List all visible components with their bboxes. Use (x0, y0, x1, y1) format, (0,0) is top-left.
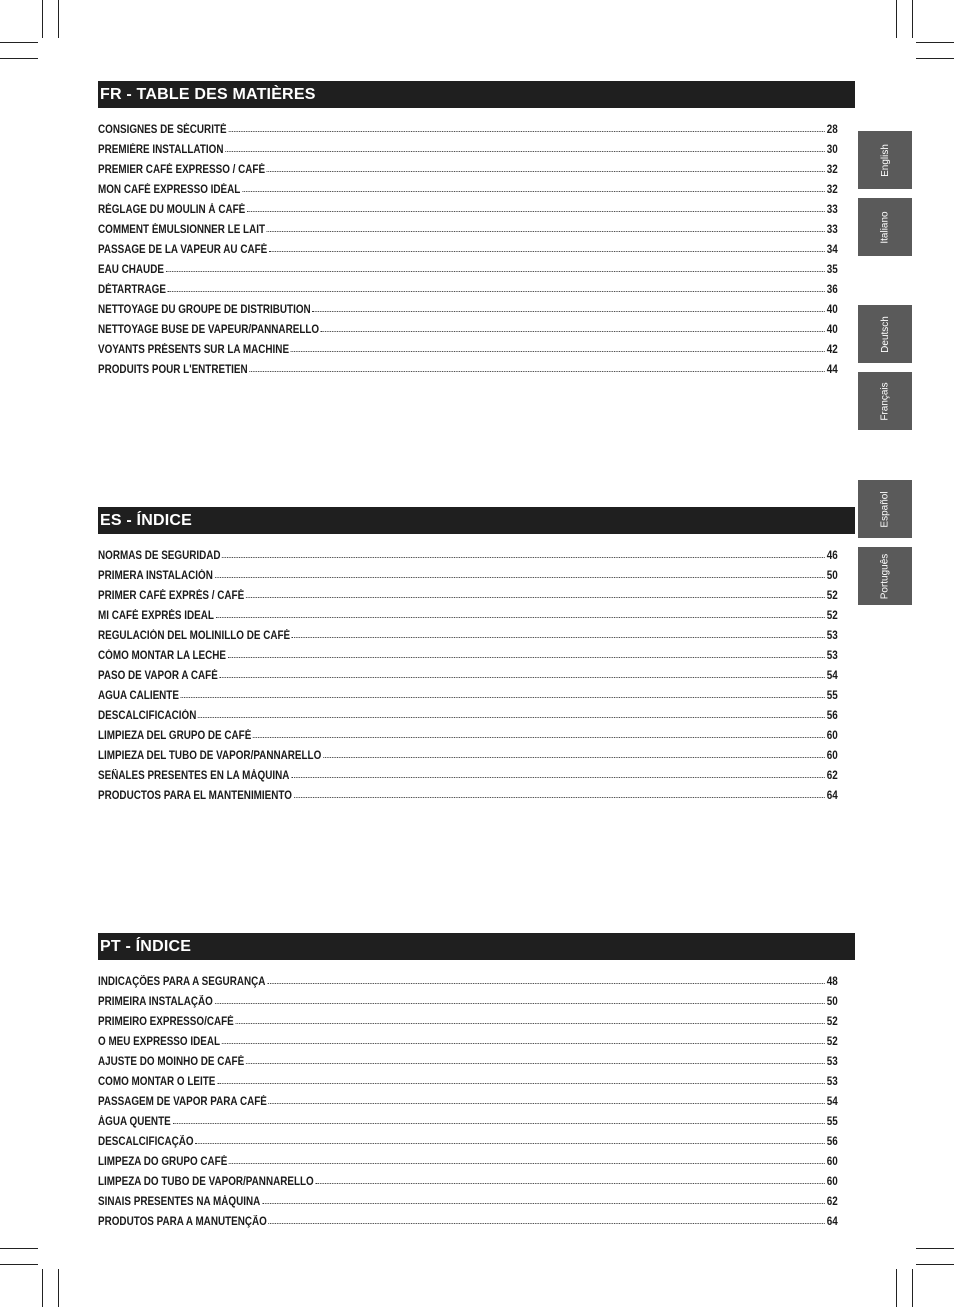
toc-entry[interactable] (98, 216, 855, 236)
tab-label: Deutsch (879, 315, 891, 353)
toc-entry-page: 50 (826, 570, 838, 582)
toc-entry-title: ÁGUA QUENTE (98, 1116, 171, 1128)
section-title: FR - TABLE DES MATIÈRES (98, 81, 855, 108)
toc-entry[interactable] (98, 742, 855, 762)
toc-entry[interactable] (98, 968, 855, 988)
toc-entry-title: EAU CHAUDE (98, 264, 164, 276)
toc-entry-page: 56 (826, 710, 838, 722)
dot-leader (228, 657, 825, 658)
crop-mark (916, 42, 954, 43)
toc-entry-page: 62 (826, 1196, 838, 1208)
dot-leader (216, 617, 825, 618)
toc-entry-page: 50 (826, 996, 838, 1008)
toc-entry[interactable] (98, 196, 855, 216)
toc-entry[interactable] (98, 1008, 855, 1028)
toc-entry-title: PRODUTOS PARA A MANUTENÇÃO (98, 1216, 267, 1228)
toc-entry-page: 60 (826, 1156, 838, 1168)
dot-leader (269, 1103, 825, 1104)
toc-entry-page: 40 (826, 304, 838, 316)
toc-entry-page: 35 (826, 264, 838, 276)
toc-entry-title: DESCALCIFICACIÓN (98, 710, 197, 722)
toc-entry[interactable] (98, 562, 855, 582)
crop-mark (896, 0, 897, 38)
tab-english[interactable] (858, 131, 912, 189)
toc-entry[interactable] (98, 336, 855, 356)
dot-leader (215, 577, 826, 578)
crop-mark (58, 1269, 59, 1307)
toc-entry-page: 46 (826, 550, 838, 562)
toc-entry[interactable] (98, 662, 855, 682)
dot-leader (225, 151, 825, 152)
dot-leader (292, 637, 825, 638)
toc-entry[interactable] (98, 1208, 855, 1228)
toc-entry-title: SEÑALES PRESENTES EN LA MÁQUINA (98, 770, 290, 782)
toc-entry[interactable] (98, 116, 855, 136)
dot-leader (229, 1163, 825, 1164)
toc-entry-page: 52 (826, 1036, 838, 1048)
toc-entry-page: 40 (826, 324, 838, 336)
dot-leader (235, 1023, 825, 1024)
dot-leader (246, 597, 825, 598)
toc-entry-title: PRODUCTOS PARA EL MANTENIMIENTO (98, 790, 292, 802)
crop-mark (0, 42, 38, 43)
toc-entry-title: NETTOYAGE DU GROUPE DE DISTRIBUTION (98, 304, 311, 316)
toc-entry-title: PASO DE VAPOR A CAFÉ (98, 670, 218, 682)
dot-leader (215, 1003, 826, 1004)
toc-entry-title: LIMPIEZA DEL GRUPO DE CAFÉ (98, 730, 252, 742)
crop-mark (0, 58, 38, 59)
toc-entry-title: DÉTARTRAGE (98, 284, 166, 296)
tab-portugues[interactable] (858, 547, 912, 605)
dot-leader (253, 737, 825, 738)
toc-entry[interactable] (98, 176, 855, 196)
tab-label: Français (879, 381, 891, 421)
toc-entry-page: 33 (826, 224, 838, 236)
toc-entry-page: 44 (826, 364, 838, 376)
toc-entry-page: 60 (826, 730, 838, 742)
toc-entry-page: 52 (826, 610, 838, 622)
crop-mark (916, 1264, 954, 1265)
toc-entry-title: LIMPEZA DO TUBO DE VAPOR/PANNARELLO (98, 1176, 314, 1188)
dot-leader (291, 777, 825, 778)
toc-entry[interactable] (98, 702, 855, 722)
toc-entry-page: 64 (826, 790, 838, 802)
toc-entry-page: 52 (826, 590, 838, 602)
dot-leader (222, 1043, 825, 1044)
toc-entry-title: SINAIS PRESENTES NA MÁQUINA (98, 1196, 261, 1208)
toc-entry-page: 62 (826, 770, 838, 782)
toc-entry-title: MI CAFÉ EXPRÉS IDEAL (98, 610, 214, 622)
toc-entry[interactable] (98, 1188, 855, 1208)
toc-entry[interactable] (98, 762, 855, 782)
dot-leader (247, 211, 825, 212)
toc-entry-title: CÓMO MONTAR LA LECHE (98, 650, 227, 662)
dot-leader (262, 1203, 825, 1204)
toc-entry[interactable] (98, 1088, 855, 1108)
toc-entry-page: 32 (826, 164, 838, 176)
toc-entry-title: PRIMER CAFÉ EXPRÉS / CAFÉ (98, 590, 245, 602)
dot-leader (172, 1123, 825, 1124)
dot-leader (166, 271, 825, 272)
dot-leader (228, 131, 825, 132)
toc-entry[interactable] (98, 582, 855, 602)
tab-label: Português (879, 553, 891, 599)
tab-italiano[interactable] (858, 198, 912, 256)
toc-entry-title: PRIMERA INSTALACIÓN (98, 570, 213, 582)
toc-entry-title: LIMPIEZA DEL TUBO DE VAPOR/PANNARELLO (98, 750, 322, 762)
toc-list (98, 542, 855, 802)
dot-leader (321, 331, 825, 332)
toc-entry[interactable] (98, 782, 855, 802)
toc-entry-page: 55 (826, 1116, 838, 1128)
toc-entry-title: PASSAGEM DE VAPOR PARA CAFÉ (98, 1096, 267, 1108)
toc-entry-title: REGULACIÓN DEL MOLINILLO DE CAFÉ (98, 630, 291, 642)
toc-entry[interactable] (98, 276, 855, 296)
dot-leader (249, 371, 825, 372)
toc-entry[interactable] (98, 642, 855, 662)
dot-leader (217, 1083, 825, 1084)
toc-entry-title: VOYANTS PRÉSENTS SUR LA MACHINE (98, 344, 290, 356)
toc-entry-title: AJUSTE DO MOINHO DE CAFÉ (98, 1056, 245, 1068)
dot-leader (291, 351, 825, 352)
toc-entry-page: 55 (826, 690, 838, 702)
toc-entry[interactable] (98, 1108, 855, 1128)
toc-entry-page: 54 (826, 670, 838, 682)
crop-mark (916, 1248, 954, 1249)
toc-entry-page: 53 (826, 1056, 838, 1068)
toc-entry-page: 28 (826, 124, 838, 136)
toc-entry-title: PRIMEIRO EXPRESSO/CAFÉ (98, 1016, 234, 1028)
toc-entry[interactable] (98, 542, 855, 562)
dot-leader (312, 311, 825, 312)
toc-entry-title: COMO MONTAR O LEITE (98, 1076, 216, 1088)
toc-entry[interactable] (98, 236, 855, 256)
toc-entry-page: 53 (826, 650, 838, 662)
dot-leader (181, 697, 825, 698)
toc-entry-page: 42 (826, 344, 838, 356)
toc-entry-title: PREMIER CAFÉ EXPRESSO / CAFÉ (98, 164, 266, 176)
toc-section-pt (98, 933, 855, 1228)
toc-entry[interactable] (98, 1128, 855, 1148)
dot-leader (267, 231, 825, 232)
toc-entry[interactable] (98, 1048, 855, 1068)
tab-deutsch[interactable] (858, 305, 912, 363)
tab-label: Italiano (879, 210, 891, 244)
dot-leader (294, 797, 825, 798)
crop-mark (896, 1269, 897, 1307)
dot-leader (222, 557, 825, 558)
toc-entry-page: 56 (826, 1136, 838, 1148)
toc-entry-page: 53 (826, 1076, 838, 1088)
toc-entry[interactable] (98, 1028, 855, 1048)
tab-francais[interactable] (858, 372, 912, 430)
toc-entry-page: 54 (826, 1096, 838, 1108)
toc-entry-title: PASSAGE DE LA VAPEUR AU CAFÉ (98, 244, 268, 256)
toc-section-es (98, 507, 855, 802)
toc-entry-title: O MEU EXPRESSO IDEAL (98, 1036, 220, 1048)
crop-mark (42, 1269, 43, 1307)
toc-entry[interactable] (98, 722, 855, 742)
crop-mark (0, 1264, 38, 1265)
toc-entry-title: DESCALCIFICAÇÃO (98, 1136, 194, 1148)
dot-leader (267, 983, 825, 984)
toc-entry[interactable] (98, 602, 855, 622)
dot-leader (246, 1063, 825, 1064)
toc-entry-page: 48 (826, 976, 838, 988)
dot-leader (315, 1183, 825, 1184)
toc-entry-title: LIMPEZA DO GRUPO CAFÉ (98, 1156, 228, 1168)
toc-entry[interactable] (98, 682, 855, 702)
dot-leader (242, 191, 825, 192)
toc-entry-title: CONSIGNES DE SÉCURITÉ (98, 124, 227, 136)
toc-entry-page: 33 (826, 204, 838, 216)
dot-leader (269, 251, 825, 252)
tab-label: Español (879, 490, 891, 528)
toc-entry[interactable] (98, 136, 855, 156)
toc-list (98, 116, 855, 376)
toc-entry-page: 60 (826, 1176, 838, 1188)
toc-entry[interactable] (98, 316, 855, 336)
toc-entry-title: NORMAS DE SEGURIDAD (98, 550, 221, 562)
dot-leader (198, 717, 825, 718)
crop-mark (0, 1248, 38, 1249)
toc-entry[interactable] (98, 1148, 855, 1168)
crop-mark (912, 1269, 913, 1307)
dot-leader (267, 171, 825, 172)
toc-entry-title: PRODUITS POUR L'ENTRETIEN (98, 364, 248, 376)
toc-entry-title: PRIMEIRA INSTALAÇÃO (98, 996, 213, 1008)
toc-entry-page: 34 (826, 244, 838, 256)
toc-section-fr (98, 81, 855, 376)
crop-mark (916, 58, 954, 59)
toc-entry[interactable] (98, 988, 855, 1008)
toc-entry-title: MON CAFÉ EXPRESSO IDÉAL (98, 184, 241, 196)
toc-entry[interactable] (98, 1068, 855, 1088)
crop-mark (912, 0, 913, 38)
dot-leader (168, 291, 825, 292)
section-title: PT - ÍNDICE (98, 933, 855, 960)
toc-entry-page: 32 (826, 184, 838, 196)
dot-leader (195, 1143, 825, 1144)
toc-entry-title: INDICAÇÕES PARA A SEGURANÇA (98, 976, 266, 988)
crop-mark (42, 0, 43, 38)
toc-entry-title: PREMIÈRE INSTALLATION (98, 144, 224, 156)
section-title: ES - ÍNDICE (98, 507, 855, 534)
toc-entry-page: 30 (826, 144, 838, 156)
toc-entry-page: 60 (826, 750, 838, 762)
toc-entry-title: RÉGLAGE DU MOULIN À CAFÉ (98, 204, 246, 216)
toc-entry[interactable] (98, 296, 855, 316)
toc-entry[interactable] (98, 156, 855, 176)
toc-entry[interactable] (98, 1168, 855, 1188)
dot-leader (323, 757, 825, 758)
toc-entry-title: AGUA CALIENTE (98, 690, 179, 702)
toc-entry-title: NETTOYAGE BUSE DE VAPEUR/PANNARELLO (98, 324, 320, 336)
dot-leader (269, 1223, 825, 1224)
toc-entry-page: 53 (826, 630, 838, 642)
toc-entry-page: 36 (826, 284, 838, 296)
toc-entry[interactable] (98, 622, 855, 642)
tab-espanol[interactable] (858, 480, 912, 538)
toc-list (98, 968, 855, 1228)
crop-mark (58, 0, 59, 38)
toc-entry[interactable] (98, 256, 855, 276)
toc-entry-page: 64 (826, 1216, 838, 1228)
toc-entry-page: 52 (826, 1016, 838, 1028)
toc-entry-title: COMMENT ÉMULSIONNER LE LAIT (98, 224, 266, 236)
tab-label: English (879, 143, 891, 177)
dot-leader (220, 677, 826, 678)
toc-entry[interactable] (98, 356, 855, 376)
